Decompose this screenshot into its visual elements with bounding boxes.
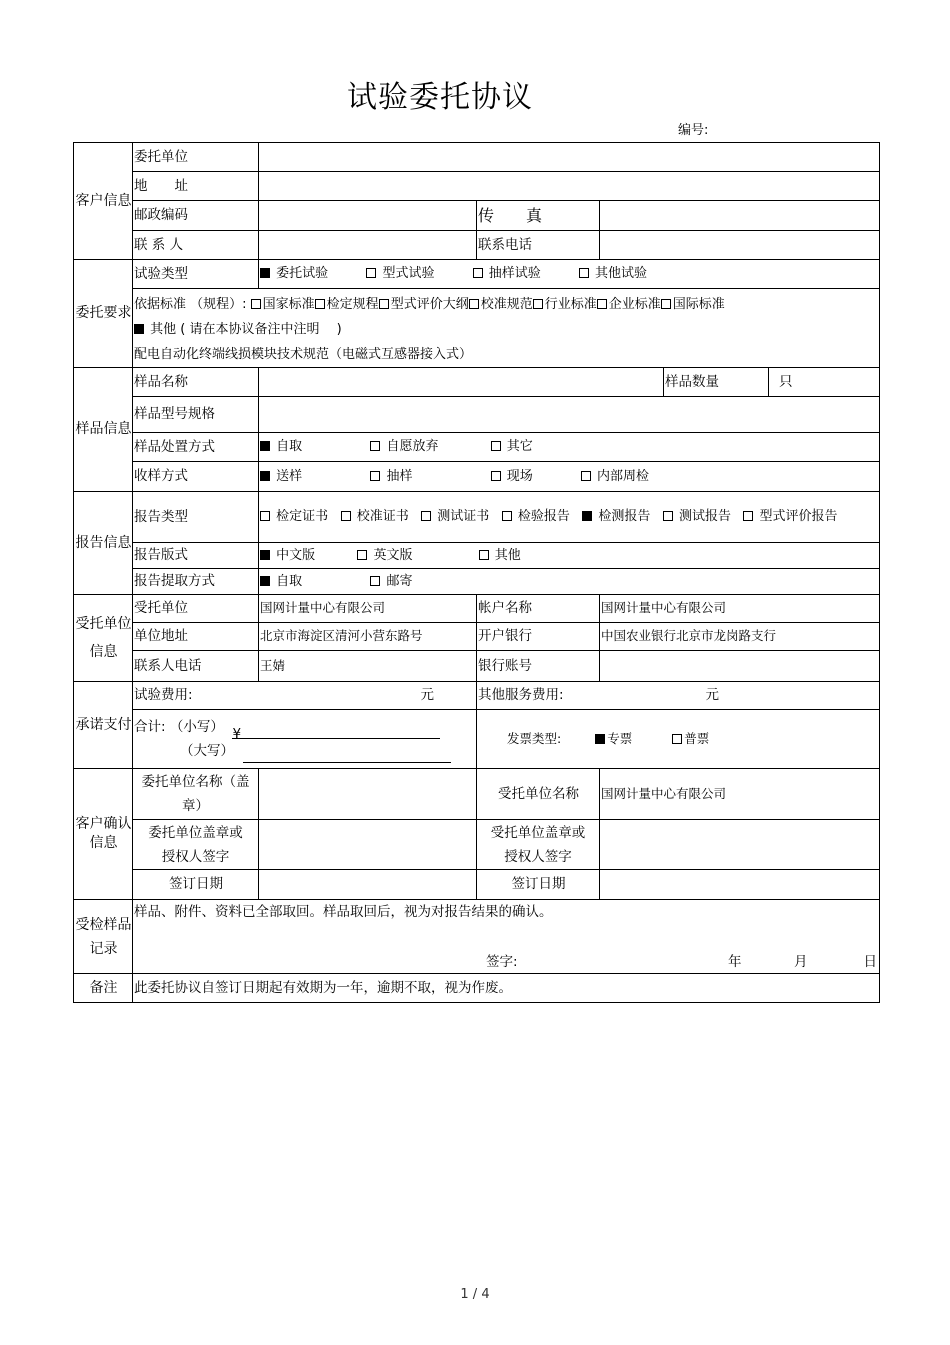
agreement-form (73, 142, 880, 1003)
receive-option[interactable]: 现场 (491, 468, 533, 486)
client-unit-field[interactable] (259, 143, 880, 172)
pickup-option[interactable]: 邮寄 (370, 573, 412, 591)
report-edition-label: 报告版式 (133, 543, 259, 569)
edition-option[interactable]: 中文版 (260, 547, 315, 565)
standard-text: 配电自动化终端线损模块技术规范（电磁式互感器接入式） (134, 347, 473, 362)
client-name-seal-label: 委托单位名称（盖章） (133, 769, 259, 820)
total-lower-label: 合计: （小写） (134, 719, 224, 735)
checkbox-icon (366, 268, 376, 278)
receive-method-options (259, 462, 880, 492)
agent-address-value: 北京市海淀区清河小营东路号 (259, 623, 477, 651)
section-confirm: 客户确认信息 (74, 769, 133, 900)
edition-option[interactable]: 英文版 (357, 547, 412, 565)
record-cell (133, 900, 880, 974)
checkbox-icon (661, 299, 671, 309)
checkbox-icon (502, 511, 512, 521)
checkbox-icon (663, 511, 673, 521)
test-type-option[interactable]: 其他试验 (579, 265, 647, 283)
receive-option[interactable]: 抽样 (370, 468, 412, 486)
checkbox-checked-icon (260, 268, 270, 278)
phone-field[interactable] (600, 231, 880, 260)
sample-name-label: 样品名称 (133, 368, 259, 397)
checkbox-checked-icon (134, 324, 144, 334)
report-pickup-options (259, 569, 880, 595)
checkbox-icon (421, 511, 431, 521)
basis-label: 依据标准 （规程）: (134, 297, 247, 312)
agent-unit-value: 国网计量中心有限公司 (259, 595, 477, 623)
agent-date-field[interactable] (600, 870, 880, 900)
sample-count-unit: 只 (779, 373, 793, 390)
checkbox-icon (743, 511, 753, 521)
checkbox-icon (672, 734, 682, 744)
test-type-option[interactable]: 委托试验 (260, 265, 328, 283)
checkbox-icon (370, 441, 380, 451)
sign-label: 签字: (486, 953, 518, 970)
receive-option[interactable]: 内部周检 (581, 468, 649, 486)
year-label: 年 (728, 953, 742, 970)
section-payment: 承诺支付 (74, 682, 133, 769)
total-caps-label: （大写） (180, 743, 234, 759)
report-type-option[interactable]: 测试报告 (663, 509, 731, 524)
section-agent-info: 受托单位信息 (74, 595, 133, 682)
sample-count-field[interactable] (769, 368, 880, 397)
basis-option[interactable]: 检定规程 (315, 297, 379, 312)
checkbox-icon (379, 299, 389, 309)
other-fee-cell[interactable] (477, 682, 880, 710)
checkbox-checked-icon (260, 441, 270, 451)
invoice-type-label: 发票类型: (507, 730, 562, 746)
disposal-option[interactable]: 自愿放弃 (370, 438, 438, 456)
agent-contact-value: 王婧 (259, 651, 477, 682)
report-type-option[interactable]: 测试证书 (421, 509, 489, 524)
test-fee-unit: 元 (420, 687, 434, 704)
section-record: 受检样品记录 (74, 900, 133, 974)
client-unit-label: 委托单位 (133, 143, 259, 172)
invoice-option[interactable]: 专票 (595, 731, 632, 746)
basis-option[interactable]: 国际标准 (661, 297, 725, 312)
checkbox-checked-icon (260, 576, 270, 586)
report-type-option[interactable]: 检定证书 (260, 509, 328, 524)
fax-field[interactable] (600, 201, 880, 231)
checkbox-icon (581, 471, 591, 481)
sample-count-label: 样品数量 (664, 368, 769, 397)
client-address-field[interactable] (259, 172, 880, 201)
checkbox-icon (469, 299, 479, 309)
edition-option[interactable]: 其他 (479, 547, 521, 565)
report-type-option[interactable]: 检测报告 (582, 509, 650, 524)
report-type-option[interactable]: 检验报告 (502, 509, 570, 524)
checkbox-icon (341, 511, 351, 521)
checkbox-icon (370, 576, 380, 586)
client-seal-sign-field[interactable] (259, 820, 477, 870)
bank-account-field[interactable] (600, 651, 880, 682)
checkbox-icon (473, 268, 483, 278)
total-lower-field[interactable] (232, 722, 440, 742)
client-address-label: 地 址 (133, 172, 259, 201)
invoice-type-cell (477, 710, 880, 769)
client-date-label: 签订日期 (133, 870, 259, 900)
page-number: 1 / 4 (460, 1287, 490, 1302)
postcode-label: 邮政编码 (133, 201, 259, 231)
checkbox-checked-icon (260, 550, 270, 560)
agent-address-label: 单位地址 (133, 623, 259, 651)
client-name-seal-field[interactable] (259, 769, 477, 820)
receive-option[interactable]: 送样 (260, 468, 302, 486)
sample-name-field[interactable] (259, 368, 664, 397)
test-type-option[interactable]: 抽样试验 (473, 265, 541, 283)
day-label: 日 (863, 953, 878, 970)
client-seal-sign-label: 委托单位盖章或授权人签字 (133, 820, 259, 870)
checkbox-icon (579, 268, 589, 278)
pickup-option[interactable]: 自取 (260, 573, 302, 591)
basis-option[interactable]: 行业标准 (533, 297, 597, 312)
checkbox-icon (533, 299, 543, 309)
checkbox-checked-icon (260, 471, 270, 481)
section-request: 委托要求 (74, 260, 133, 368)
client-date-field[interactable] (259, 870, 477, 900)
sample-model-field[interactable] (259, 397, 880, 433)
other-fee-label: 其他服务费用: (478, 687, 564, 704)
test-type-label: 试验类型 (133, 260, 259, 289)
section-report-info: 报告信息 (74, 492, 133, 595)
month-label: 月 (794, 953, 808, 970)
bank-account-label: 银行账号 (477, 651, 600, 682)
basis-option[interactable]: 型式评价大纲 (379, 297, 469, 312)
contact-label: 联 系 人 (133, 231, 259, 260)
total-caps-field[interactable] (243, 746, 451, 763)
checkbox-icon (370, 471, 380, 481)
test-fee-label: 试验费用: (134, 687, 193, 704)
receive-method-label: 收样方式 (133, 462, 259, 492)
checkbox-icon (479, 550, 489, 560)
report-pickup-label: 报告提取方式 (133, 569, 259, 595)
basis-option[interactable]: 国家标准 (251, 297, 315, 312)
report-type-option[interactable]: 校准证书 (341, 509, 409, 524)
checkbox-icon (491, 441, 501, 451)
disposal-option[interactable]: 其它 (491, 438, 533, 456)
postcode-field[interactable] (259, 201, 477, 231)
agent-date-label: 签订日期 (477, 870, 600, 900)
invoice-option[interactable]: 普票 (672, 731, 709, 746)
test-type-option[interactable]: 型式试验 (366, 265, 434, 283)
fax-label: 传 真 (477, 201, 600, 231)
bank-label: 开户银行 (477, 623, 600, 651)
basis-standard-cell (133, 289, 880, 368)
report-type-options (259, 492, 880, 543)
contact-field[interactable] (259, 231, 477, 260)
account-name-label: 帐户名称 (477, 595, 600, 623)
checkbox-checked-icon (582, 511, 592, 521)
account-name-value: 国网计量中心有限公司 (600, 595, 880, 623)
section-sample-info: 样品信息 (74, 368, 133, 492)
checkbox-icon (597, 299, 607, 309)
section-remark: 备注 (74, 974, 133, 1003)
record-text: 样品、附件、资料已全部取回。样品取回后，视为对报告结果的确认。 (134, 904, 553, 920)
report-edition-options (259, 543, 880, 569)
agent-seal-sign-label: 受托单位盖章或授权人签字 (477, 820, 600, 870)
checkbox-icon (315, 299, 325, 309)
test-type-options (259, 260, 880, 289)
checkbox-icon (251, 299, 261, 309)
remark-text: 此委托协议自签订日期起有效期为一年，逾期不取，视为作废。 (133, 974, 880, 1003)
basis-option[interactable]: 校准规范 (469, 297, 533, 312)
phone-label: 联系电话 (477, 231, 600, 260)
sample-model-label: 样品型号规格 (133, 397, 259, 433)
section-customer-info: 客户信息 (74, 143, 133, 260)
bank-value: 中国农业银行北京市龙岗路支行 (600, 623, 880, 651)
agent-seal-sign-field[interactable] (600, 820, 880, 870)
total-cell (133, 710, 477, 769)
agent-name-label: 受托单位名称 (477, 769, 600, 820)
checkbox-icon (357, 550, 367, 560)
other-fee-unit: 元 (705, 687, 720, 704)
checkbox-checked-icon (595, 734, 605, 744)
basis-other-option[interactable]: 其他 ( 请在本协议备注中注明 ) (134, 317, 879, 342)
test-fee-cell[interactable] (133, 682, 477, 710)
sample-disposal-label: 样品处置方式 (133, 433, 259, 462)
serial-number-label: 编号: (678, 123, 709, 138)
agent-contact-label: 联系人电话 (133, 651, 259, 682)
report-type-option[interactable]: 型式评价报告 (743, 509, 837, 524)
page-title: 试验委托协议 (347, 80, 533, 115)
checkbox-icon (260, 511, 270, 521)
agent-unit-label: 受托单位 (133, 595, 259, 623)
report-type-label: 报告类型 (133, 492, 259, 543)
yuan-symbol: ¥ (232, 726, 242, 742)
disposal-option[interactable]: 自取 (260, 438, 302, 456)
sample-disposal-options (259, 433, 880, 462)
basis-option[interactable]: 企业标准 (597, 297, 661, 312)
agent-name-value: 国网计量中心有限公司 (600, 769, 880, 820)
checkbox-icon (491, 471, 501, 481)
